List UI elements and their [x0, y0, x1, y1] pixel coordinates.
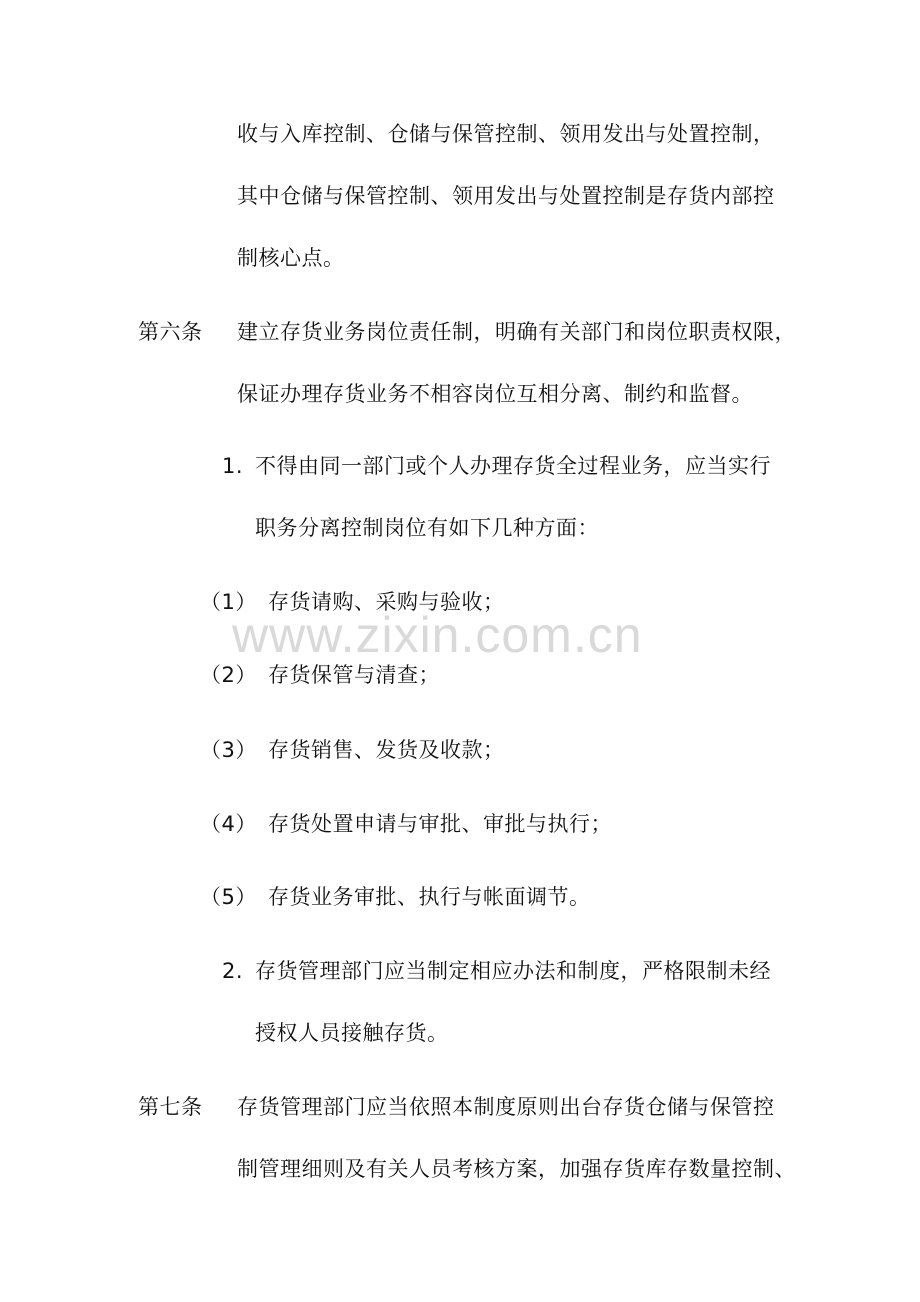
subitem-2-number: （2） — [200, 663, 257, 687]
subitem-2-text: 存货保管与清查； — [268, 663, 440, 687]
article6-label: 第六条 — [138, 320, 203, 344]
item1-line-1: 不得由同一部门或个人办理存货全过程业务，应当实行 — [255, 454, 771, 478]
subitem-5-number: （5） — [200, 885, 257, 909]
subitem-1-text: 存货请购、采购与验收； — [268, 590, 505, 614]
intro-line-2: 其中仓储与保管控制、领用发出与处置控制是存货内部控 — [237, 184, 775, 208]
article6-line-2: 保证办理存货业务不相容岗位互相分离、制约和监督。 — [237, 382, 753, 406]
watermark: www.zixin.com.cn — [232, 607, 643, 663]
intro-line-1: 收与入库控制、仓储与保管控制、领用发出与处置控制， — [237, 122, 775, 146]
item2-line-1: 存货管理部门应当制定相应办法和制度，严格限制未经 — [255, 959, 771, 983]
article6-line-1: 建立存货业务岗位责任制，明确有关部门和岗位职责权限， — [237, 320, 796, 344]
subitem-3-text: 存货销售、发货及收款； — [268, 738, 505, 762]
article7-line-1: 存货管理部门应当依照本制度原则出台存货仓储与保管控 — [237, 1095, 775, 1119]
subitem-3-number: （3） — [200, 738, 257, 762]
item1-number: 1. — [222, 454, 244, 478]
subitem-4-number: （4） — [200, 812, 257, 836]
article7-line-2: 制管理细则及有关人员考核方案，加强存货库存数量控制、 — [237, 1157, 796, 1181]
item2-number: 2. — [222, 959, 244, 983]
subitem-5-text: 存货业务审批、执行与帐面调节。 — [268, 885, 591, 909]
item2-line-2: 授权人员接触存货。 — [255, 1021, 449, 1045]
subitem-4-text: 存货处置申请与审批、审批与执行； — [268, 812, 612, 836]
item1-line-2: 职务分离控制岗位有如下几种方面： — [255, 516, 599, 540]
article7-label: 第七条 — [138, 1095, 203, 1119]
intro-line-3: 制核心点。 — [237, 246, 345, 270]
subitem-1-number: （1） — [200, 590, 257, 614]
